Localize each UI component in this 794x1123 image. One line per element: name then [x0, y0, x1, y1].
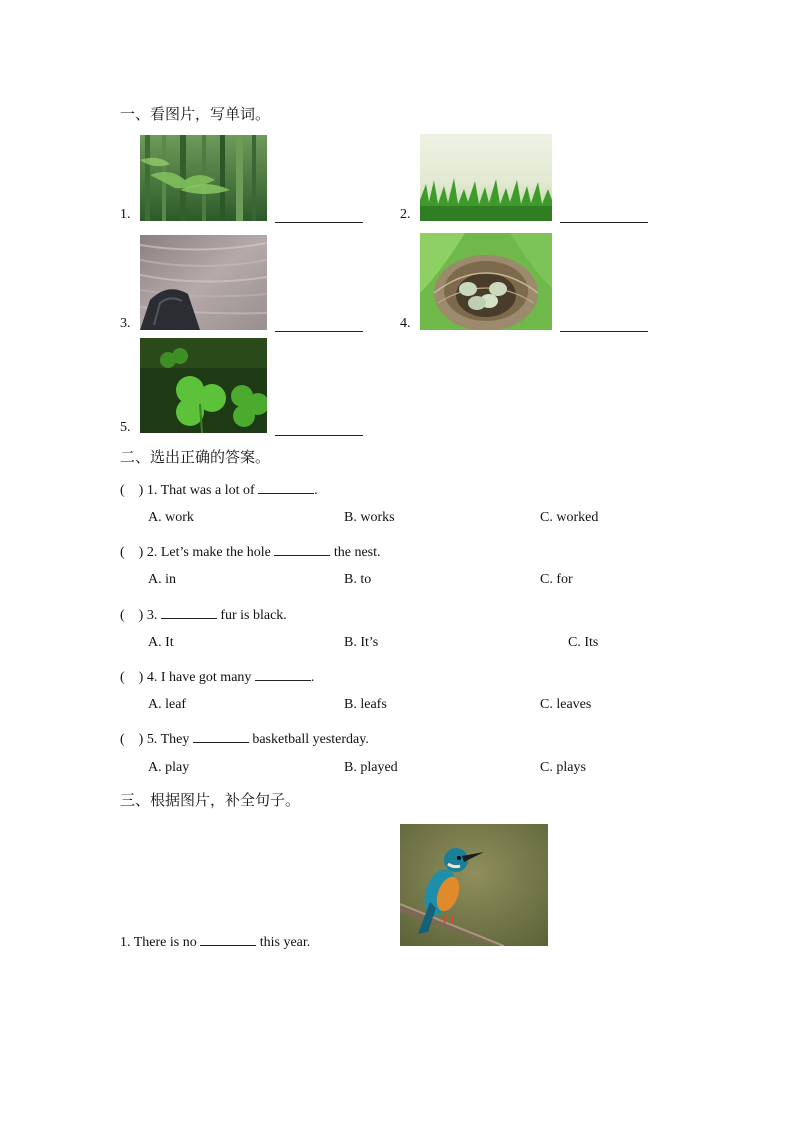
question2-option-b[interactable]: B. to — [344, 572, 372, 587]
question3-option-c[interactable]: C. Its — [568, 635, 599, 650]
question5-option-a[interactable]: A. play — [148, 760, 190, 775]
item2-number: 2. — [400, 207, 411, 222]
question2-row — [120, 541, 381, 561]
question4-option-c[interactable]: C. leaves — [540, 697, 592, 712]
question1-option-a[interactable]: A. work — [148, 510, 194, 525]
sentence1-blank[interactable] — [200, 933, 256, 946]
sentence1-text-post: this year. — [259, 935, 311, 950]
section2-heading: 二、选出正确的答案。 — [120, 448, 271, 466]
question1-option-b[interactable]: B. works — [344, 510, 395, 525]
question5-paren[interactable]: ( ) — [120, 732, 144, 747]
question4-paren[interactable]: ( ) — [120, 670, 144, 685]
bamboo-photo — [140, 135, 267, 221]
question2-text-post: the nest. — [333, 545, 381, 560]
question2-text-pre: 2. Let’s make the hole — [146, 545, 271, 560]
item5-number: 5. — [120, 420, 131, 435]
question3-blank[interactable] — [161, 606, 217, 619]
question4-row — [120, 666, 314, 686]
question2-blank[interactable] — [274, 543, 330, 556]
question3-option-a[interactable]: A. It — [148, 635, 174, 650]
question1-option-c[interactable]: C. worked — [540, 510, 599, 525]
question3-text-post: fur is black. — [220, 608, 287, 623]
fur-photo — [140, 235, 267, 330]
question1-blank[interactable] — [258, 481, 314, 494]
item1-number: 1. — [120, 207, 131, 222]
item4-number: 4. — [400, 316, 411, 331]
question3-text-pre: 3. — [146, 608, 158, 623]
question2-option-c[interactable]: C. for — [540, 572, 573, 587]
item2-answer-line[interactable] — [560, 222, 648, 223]
kingfisher-photo — [400, 824, 548, 946]
question5-option-b[interactable]: B. played — [344, 760, 398, 775]
question5-option-c[interactable]: C. plays — [540, 760, 586, 775]
item3-number: 3. — [120, 316, 131, 331]
question2-option-a[interactable]: A. in — [148, 572, 176, 587]
question5-text-post: basketball yesterday. — [252, 732, 369, 747]
question3-paren[interactable]: ( ) — [120, 608, 144, 623]
item3-answer-line[interactable] — [275, 331, 363, 332]
item1-answer-line[interactable] — [275, 222, 363, 223]
question2-paren[interactable]: ( ) — [120, 545, 144, 560]
question5-blank[interactable] — [193, 730, 249, 743]
question1-text-post: . — [314, 483, 318, 498]
section3-heading: 三、根据图片，补全句子。 — [120, 791, 301, 809]
grass-photo — [420, 134, 552, 221]
item4-answer-line[interactable] — [560, 331, 648, 332]
question5-row — [120, 728, 369, 748]
sentence1-row — [120, 933, 310, 951]
question4-text-post: . — [310, 670, 315, 685]
item5-answer-line[interactable] — [275, 435, 363, 436]
question1-row — [120, 479, 318, 499]
question1-paren[interactable]: ( ) — [120, 483, 144, 498]
question1-text-pre: 1. That was a lot of — [146, 483, 255, 498]
question4-text-pre: 4. I have got many — [146, 670, 252, 685]
question3-option-b[interactable]: B. It’s — [344, 635, 379, 650]
nest-photo — [420, 233, 552, 330]
question5-text-pre: 5. They — [146, 732, 190, 747]
question4-option-b[interactable]: B. leafs — [344, 697, 387, 712]
section1-heading: 一、看图片，写单词。 — [120, 105, 271, 123]
question4-blank[interactable] — [255, 668, 311, 681]
question3-row — [120, 604, 287, 624]
question4-option-a[interactable]: A. leaf — [148, 697, 187, 712]
clover-leaves-photo — [140, 338, 267, 433]
sentence1-text-pre: 1. There is no — [120, 935, 197, 950]
